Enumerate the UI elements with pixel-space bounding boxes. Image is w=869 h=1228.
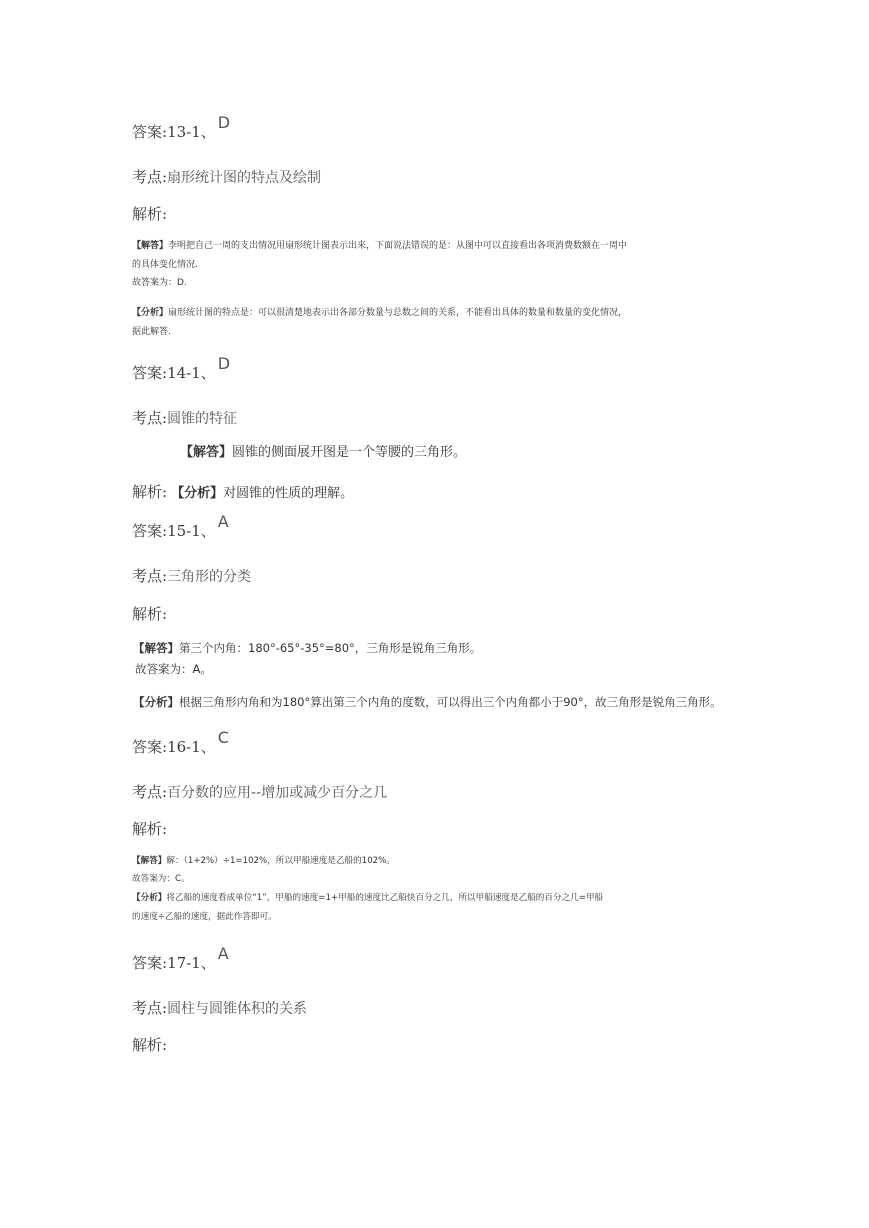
answer-row-13 bbox=[132, 113, 231, 142]
analysis-text: 将乙船的速度看成单位“1”，甲船的速度=1+甲船的速度比乙船快百分之几，所以甲船速度是乙船的百分之几=甲船 bbox=[166, 893, 604, 903]
answer-label: 答案: bbox=[132, 364, 168, 382]
point-label: 考点: bbox=[132, 168, 168, 186]
analysis-text: 扇形统计图的特点是：可以很清楚地表示出各部分数量与总数之间的关系，不能看出具体的数量和数量的变化情况， bbox=[168, 308, 628, 318]
solution-tag: 【解答】 bbox=[133, 641, 179, 655]
solution-tag: 【解答】 bbox=[132, 856, 167, 866]
solution-text: 圆锥的侧面展开图是一个等腰的三角形。 bbox=[232, 445, 467, 460]
analysis-line: 的速度÷乙船的速度，据此作答即可。 bbox=[132, 912, 277, 922]
answer-choice: D bbox=[217, 354, 231, 373]
analysis-line bbox=[171, 486, 353, 501]
analysis-line bbox=[133, 694, 722, 710]
analysis-label: 解析: bbox=[132, 820, 168, 838]
point-text: 三角形的分类 bbox=[167, 569, 252, 585]
point-text: 圆锥的特征 bbox=[167, 411, 238, 427]
point-row-16 bbox=[132, 781, 387, 802]
answer-row-17 bbox=[132, 944, 229, 973]
analysis-text: 对圆锥的性质的理解。 bbox=[223, 486, 354, 501]
analysis-line bbox=[132, 304, 627, 322]
answer-label: 答案: bbox=[132, 738, 168, 756]
analysis-line: 据此解答. bbox=[132, 327, 171, 337]
solution-line: 故答案为：C。 bbox=[132, 874, 190, 884]
solution-line: 故答案为：A。 bbox=[135, 662, 212, 676]
solution-text: 第三个内角：180°-65°-35°=80°，三角形是锐角三角形。 bbox=[179, 641, 482, 655]
solution-line: 的具体变化情况. bbox=[132, 260, 198, 270]
question-number: 17-1、 bbox=[167, 954, 216, 972]
solution-line bbox=[133, 640, 481, 656]
question-number: 14-1、 bbox=[167, 364, 216, 382]
solution-tag: 【解答】 bbox=[180, 445, 233, 460]
analysis-label: 解析: bbox=[132, 483, 168, 501]
point-row-13 bbox=[132, 166, 321, 187]
solution-text: 解：（1+2%）÷1=102%，所以甲船速度是乙船的102%。 bbox=[166, 856, 395, 866]
point-text: 百分数的应用--增加或减少百分之几 bbox=[167, 785, 388, 801]
solution-text: 李明把自己一周的支出情况用扇形统计图表示出来，下面说法错误的是：从图中可以直接看出各项消费数额在一周中 bbox=[168, 241, 628, 251]
analysis-tag: 【分析】 bbox=[132, 893, 167, 903]
analysis-text: 根据三角形内角和为180°算出第三个内角的度数，可以得出三个内角都小于90°，故三角形是锐角三角形。 bbox=[179, 695, 722, 709]
answer-row-14 bbox=[132, 354, 231, 383]
point-text: 扇形统计图的特点及绘制 bbox=[167, 170, 322, 186]
solution-tag: 【解答】 bbox=[132, 241, 169, 251]
analysis-tag: 【分析】 bbox=[171, 486, 224, 501]
question-number: 15-1、 bbox=[167, 522, 216, 540]
answer-choice: C bbox=[217, 728, 229, 747]
solution-line bbox=[132, 237, 627, 255]
answer-label: 答案: bbox=[132, 123, 168, 141]
analysis-tag: 【分析】 bbox=[132, 308, 169, 318]
answer-row-16 bbox=[132, 728, 229, 757]
question-number: 16-1、 bbox=[167, 738, 216, 756]
answer-choice: A bbox=[217, 944, 229, 963]
answer-choice: A bbox=[217, 512, 229, 531]
solution-line: 故答案为：D. bbox=[132, 278, 187, 288]
analysis-label: 解析: bbox=[132, 1036, 168, 1054]
analysis-label: 解析: bbox=[132, 205, 168, 223]
point-text: 圆柱与圆锥体积的关系 bbox=[167, 1001, 308, 1017]
analysis-line bbox=[132, 890, 603, 907]
solution-line bbox=[180, 441, 466, 460]
answer-row-15 bbox=[132, 512, 229, 541]
analysis-tag: 【分析】 bbox=[133, 695, 179, 709]
point-label: 考点: bbox=[132, 409, 168, 427]
solution-line bbox=[132, 853, 395, 870]
point-label: 考点: bbox=[132, 783, 168, 801]
point-row-15 bbox=[132, 565, 251, 586]
question-number: 13-1、 bbox=[167, 123, 216, 141]
analysis-row-14 bbox=[132, 481, 353, 502]
point-row-14 bbox=[132, 407, 237, 428]
answer-label: 答案: bbox=[132, 954, 168, 972]
point-label: 考点: bbox=[132, 999, 168, 1017]
point-label: 考点: bbox=[132, 567, 168, 585]
point-row-17 bbox=[132, 997, 307, 1018]
analysis-label: 解析: bbox=[132, 605, 168, 623]
answer-label: 答案: bbox=[132, 522, 168, 540]
answer-choice: D bbox=[217, 113, 231, 132]
